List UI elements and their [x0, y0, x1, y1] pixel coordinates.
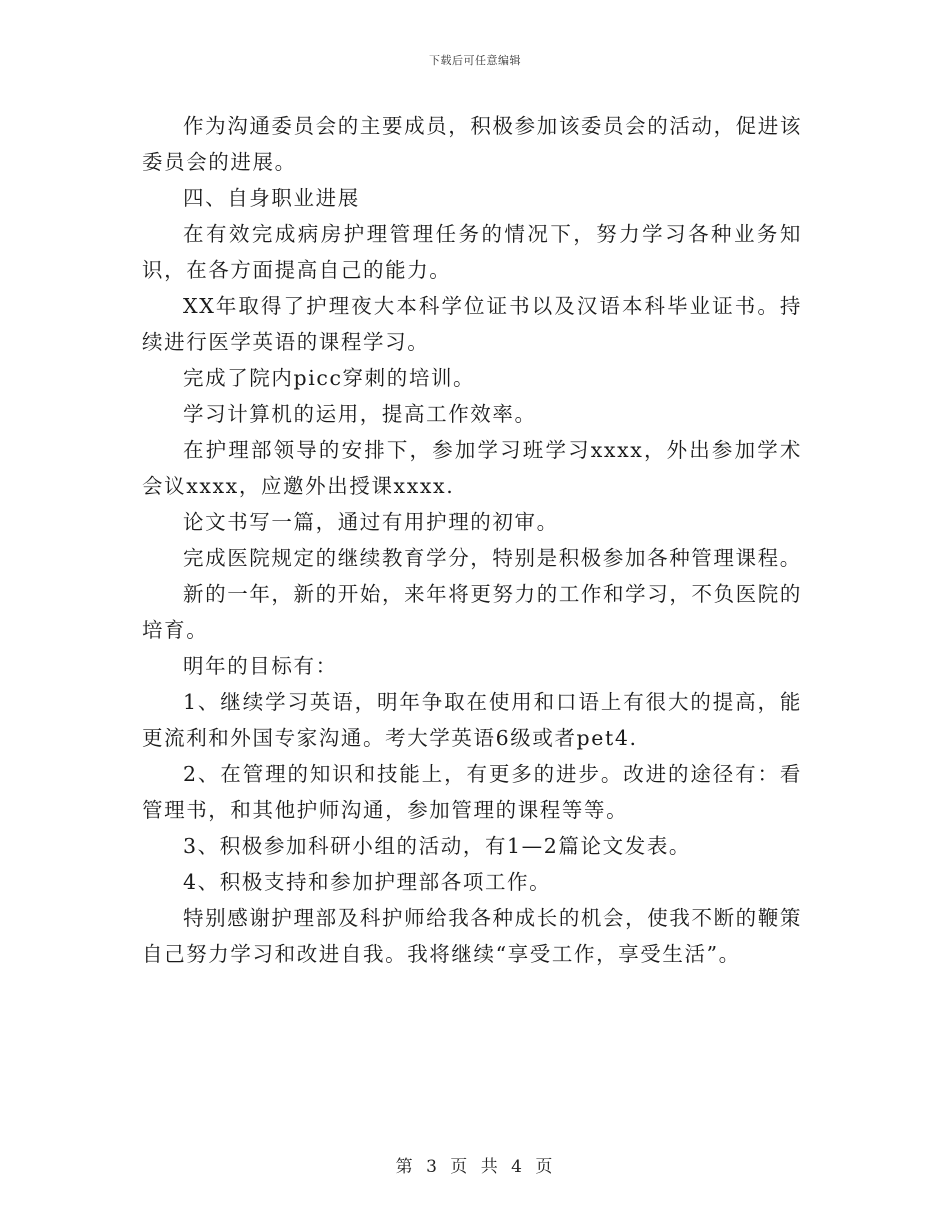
paragraph: 论文书写一篇，通过有用护理的初审。: [183, 510, 559, 534]
page-footer: 第 3 页 共 4 页: [395, 1157, 555, 1177]
paragraph: 明年的目标有：: [183, 654, 338, 678]
paragraph: 学习计算机的运用，提高工作效率。: [183, 402, 537, 426]
paragraph: 新的一年，新的开始，来年将更努力的工作和学习，不负医院的培育。: [142, 582, 802, 642]
goal-item: 2、在管理的知识和技能上，有更多的进步。改进的途径有：看管理书，和其他护师沟通，参加管理的课程等等。: [142, 762, 802, 822]
paragraph: 在有效完成病房护理管理任务的情况下，努力学习各种业务知识，在各方面提高自己的能力。: [142, 222, 802, 282]
paragraph: XX年取得了护理夜大本科学位证书以及汉语本科毕业证书。持续进行医学英语的课程学习。: [142, 294, 802, 354]
paragraph: 完成医院规定的继续教育学分，特别是积极参加各种管理课程。: [183, 546, 802, 570]
goal-item: 1、继续学习英语，明年争取在使用和口语上有很大的提高，能更流利和外国专家沟通。考大学英语6级或者pet4.: [142, 690, 802, 750]
paragraph: 作为沟通委员会的主要成员，积极参加该委员会的活动，促进该委员会的进展。: [142, 114, 802, 174]
section-heading: 四、自身职业进展: [183, 186, 360, 210]
document-body: [142, 108, 802, 972]
paragraph: 特别感谢护理部及科护师给我各种成长的机会，使我不断的鞭策自己努力学习和改进自我。我将继续“享受工作，享受生活”。: [142, 906, 802, 966]
page-header: 下载后可任意编辑: [429, 54, 521, 67]
paragraph: 完成了院内picc穿刺的培训。: [183, 366, 476, 390]
goal-item: 3、积极参加科研小组的活动，有1—2篇论文发表。: [183, 834, 692, 858]
paragraph: 在护理部领导的安排下，参加学习班学习xxxx，外出参加学术会议xxxx，应邀外出授课xxxx.: [142, 438, 802, 498]
goal-item: 4、积极支持和参加护理部各项工作。: [183, 870, 552, 894]
